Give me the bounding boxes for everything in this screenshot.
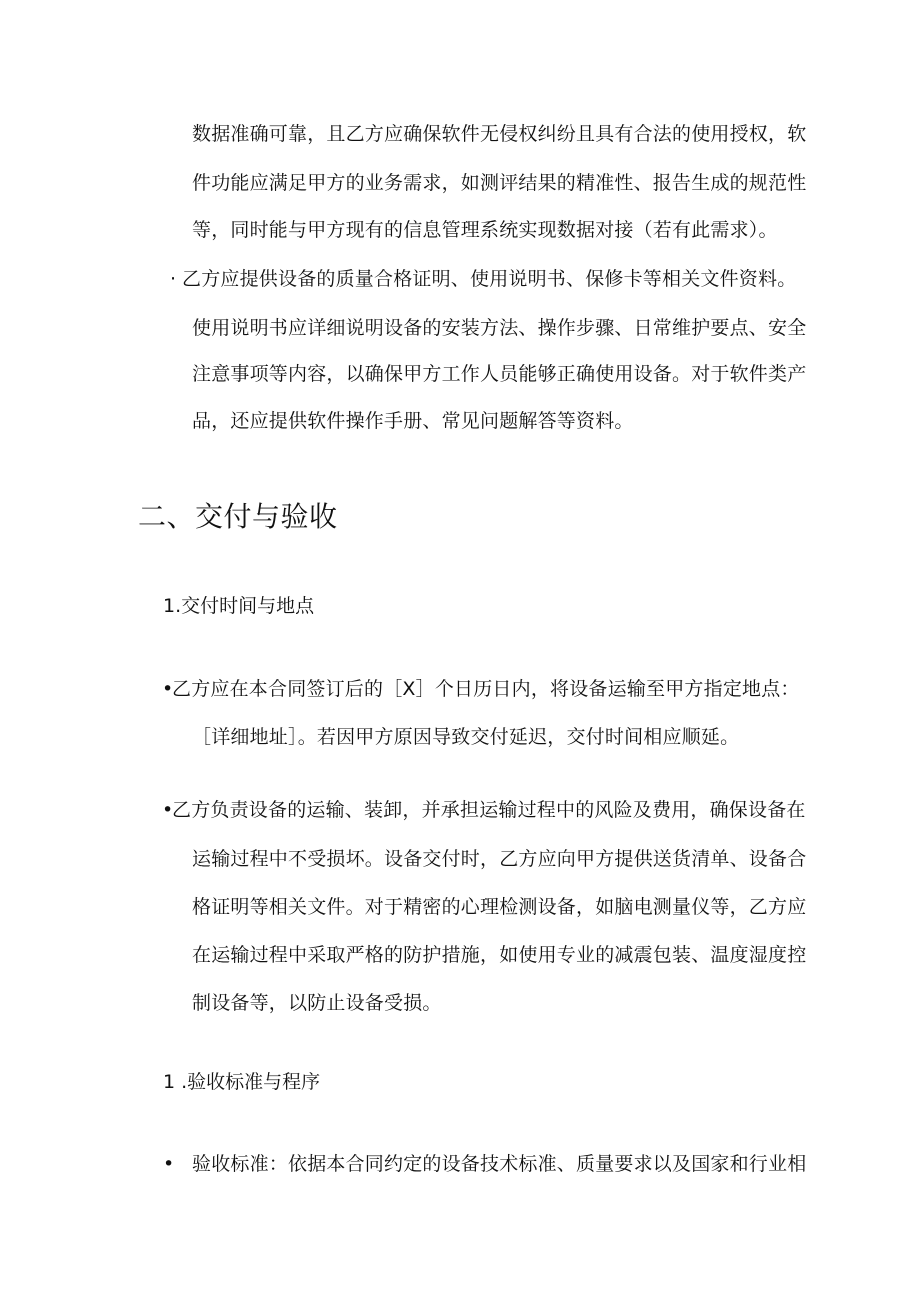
para1-line-3: 等，同时能与甲方现有的信息管理系统实现数据对接（若有此需求）。 — [192, 219, 778, 241]
para1-line-2: 件功能应满足甲方的业务需求，如测评结果的精准性、报告生成的规范性 — [192, 172, 807, 194]
para4-bullet: • — [162, 799, 174, 821]
para4-line-4: 在运输过程中采取严格的防护措施，如使用专业的减震包装、温度湿度控 — [192, 944, 807, 966]
para2-line-4: 品，还应提供软件操作手册、常见问题解答等资料。 — [192, 410, 634, 432]
para5-bullet: • — [163, 1153, 175, 1175]
para2-line-3: 注意事项等内容，以确保甲方工作人员能够正确使用设备。对于软件类产 — [192, 363, 807, 385]
para3-bullet: • — [162, 678, 174, 700]
subheading-delivery-time: 1.交付时间与地点 — [163, 595, 315, 617]
para3-line-2: ［详细地址］。若因甲方原因导致交付延迟，交付时间相应顺延。 — [192, 726, 740, 748]
para2-line-2: 使用说明书应详细说明设备的安装方法、操作步骤、日常维护要点、安全 — [192, 317, 807, 339]
para1-line-1: 数据准确可靠，且乙方应确保软件无侵权纠纷且具有合法的使用授权，软 — [192, 123, 807, 145]
para4-line-3: 格证明等相关文件。对于精密的心理检测设备，如脑电测量仪等，乙方应 — [192, 896, 807, 918]
para3-line-1: 乙方应在本合同签订后的［X］个日历日内，将设备运输至甲方指定地点： — [172, 678, 800, 700]
section-heading: 二、交付与验收 — [138, 500, 338, 533]
para4-line-5: 制设备等，以防止设备受损。 — [192, 992, 442, 1014]
subheading-acceptance: 1 .验收标准与程序 — [163, 1071, 321, 1093]
para5-line-1: 验收标准：依据本合同约定的设备技术标准、质量要求以及国家和行业相 — [192, 1153, 807, 1175]
para2-bullet: · — [170, 268, 177, 290]
para4-line-2: 运输过程中不受损坏。设备交付时，乙方应向甲方提供送货清单、设备合 — [192, 848, 807, 870]
para2-line-1: 乙方应提供设备的质量合格证明、使用说明书、保修卡等相关文件资料。 — [182, 268, 797, 290]
para4-line-1: 乙方负责设备的运输、装卸，并承担运输过程中的风险及费用，确保设备在 — [172, 799, 806, 821]
